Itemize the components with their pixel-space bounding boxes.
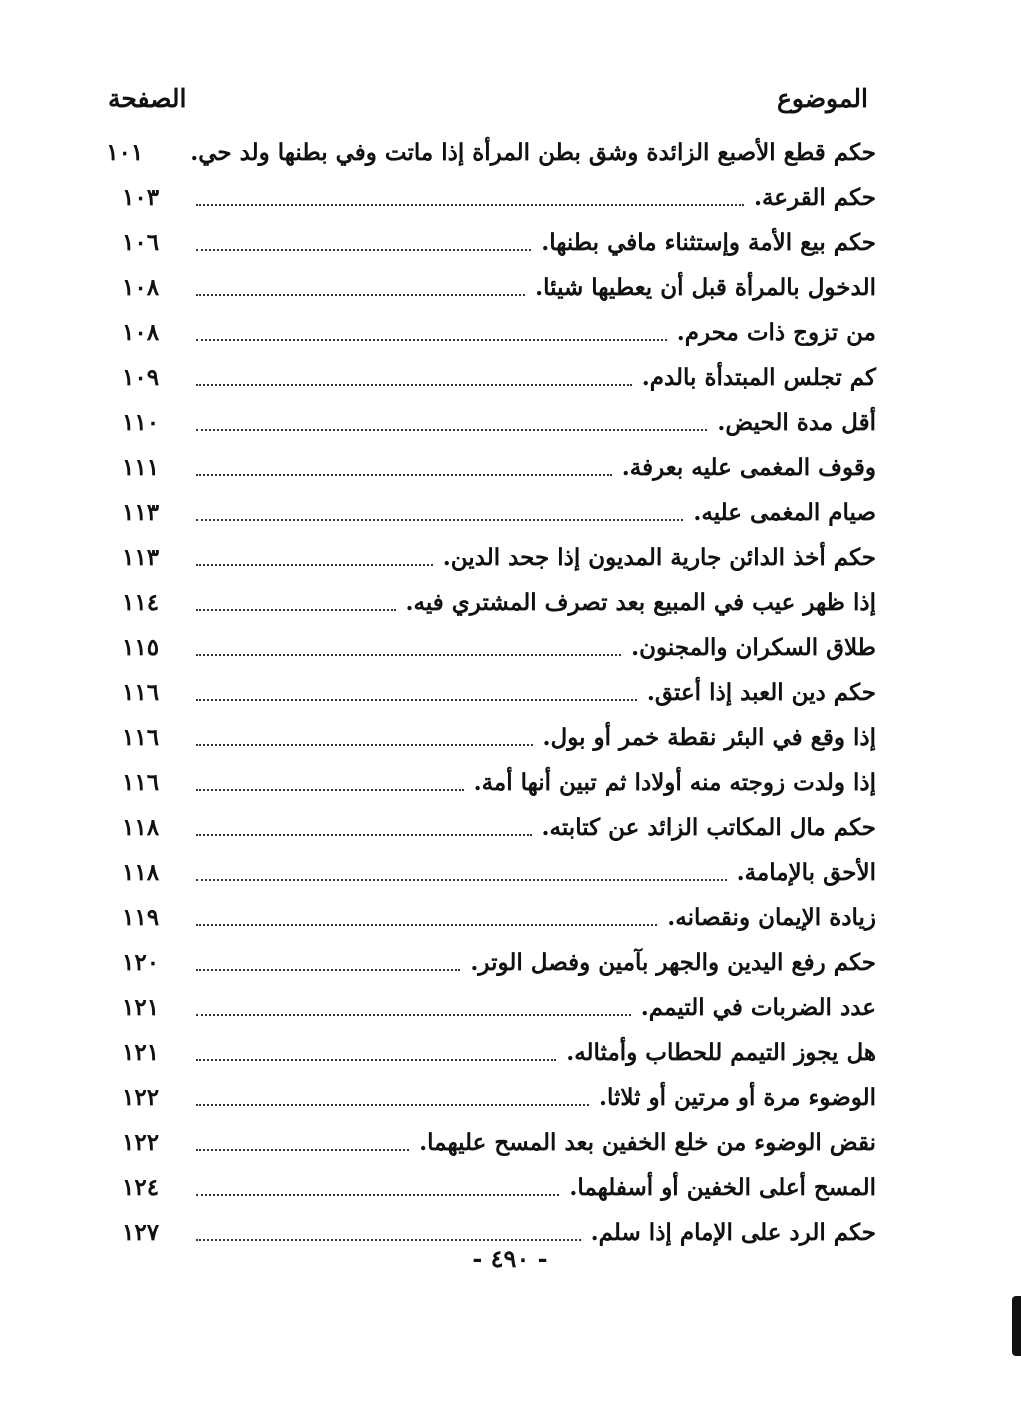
toc-entry-page: ١٢١ <box>122 994 160 1021</box>
toc-entry-page: ١١٨ <box>122 814 160 841</box>
toc-row <box>122 490 876 535</box>
dot-leader <box>196 789 464 791</box>
toc-row <box>122 175 876 220</box>
toc-entry-title: هل يجوز التيمم للحطاب وأمثاله. <box>566 1039 876 1066</box>
toc-entry-page: ١١٦ <box>122 679 160 706</box>
dot-leader <box>196 1104 589 1106</box>
toc-entry-page: ١٠٩ <box>122 364 160 391</box>
dot-leader <box>196 204 744 206</box>
toc-row <box>122 310 876 355</box>
toc-entry-title: حكم القرعة. <box>753 184 876 211</box>
dot-leader <box>196 294 525 296</box>
toc-entry-page: ١٢٢ <box>122 1084 160 1111</box>
toc-entry-title: الوضوء مرة أو مرتين أو ثلاثا. <box>599 1084 876 1111</box>
dot-leader <box>196 1149 409 1151</box>
toc-entry-page: ١١٣ <box>122 544 160 571</box>
toc-row <box>122 625 876 670</box>
toc-entry-page: ١١٨ <box>122 859 160 886</box>
dot-leader <box>196 654 621 656</box>
dot-leader <box>196 384 632 386</box>
toc-entry-page: ١٢٠ <box>122 949 160 976</box>
toc-entry-page: ١٠٣ <box>122 184 160 211</box>
dot-leader <box>196 1059 556 1061</box>
toc-entry-title: حكم أخذ الدائن جارية المديون إذا جحد الدين. <box>442 544 876 571</box>
toc-entry-page: ١١٩ <box>122 904 160 931</box>
page-edge-mark <box>1012 1296 1021 1356</box>
dot-leader <box>196 1194 559 1196</box>
toc-entry-page: ١١٣ <box>122 499 160 526</box>
toc-row <box>122 580 876 625</box>
toc-entry-page: ١٠١ <box>106 139 144 166</box>
dot-leader <box>196 879 727 881</box>
toc-entry-title: الدخول بالمرأة قبل أن يعطيها شيئا. <box>535 274 876 301</box>
toc-entry-page: ١١١ <box>122 454 160 481</box>
toc-row <box>122 670 876 715</box>
toc-entry-page: ١١٦ <box>122 769 160 796</box>
dot-leader <box>196 339 667 341</box>
toc-entry-title: حكم الرد على الإمام إذا سلم. <box>590 1219 876 1246</box>
toc-entry-title: من تزوج ذات محرم. <box>676 319 876 346</box>
toc-entry-title: طلاق السكران والمجنون. <box>631 634 876 661</box>
toc-row <box>122 940 876 985</box>
dot-leader <box>196 564 433 566</box>
toc-entry-title: الأحق بالإمامة. <box>736 859 876 886</box>
toc-entry-page: ١٢٢ <box>122 1129 160 1156</box>
table-of-contents <box>106 130 876 1255</box>
toc-row <box>122 535 876 580</box>
toc-row <box>122 850 876 895</box>
dot-leader <box>196 474 612 476</box>
dot-leader <box>196 249 531 251</box>
dot-leader <box>196 519 683 521</box>
topic-column-label: الموضوع <box>777 83 868 113</box>
toc-row <box>106 130 876 175</box>
dot-leader <box>196 834 532 836</box>
toc-entry-title: نقض الوضوء من خلع الخفين بعد المسح عليهما. <box>419 1129 876 1156</box>
toc-row <box>122 220 876 265</box>
toc-entry-title: حكم دين العبد إذا أعتق. <box>646 679 876 706</box>
toc-row <box>122 400 876 445</box>
toc-row <box>122 1030 876 1075</box>
toc-entry-title: أقل مدة الحيض. <box>717 409 876 436</box>
toc-row <box>122 265 876 310</box>
toc-row <box>122 715 876 760</box>
toc-entry-title: حكم رفع اليدين والجهر بآمين وفصل الوتر. <box>470 949 876 976</box>
toc-entry-page: ١١٤ <box>122 589 160 616</box>
toc-entry-title: زيادة الإيمان ونقصانه. <box>667 904 876 931</box>
toc-row <box>122 895 876 940</box>
toc-row <box>122 1075 876 1120</box>
page-column-label: الصفحة <box>108 83 187 113</box>
toc-entry-title: صيام المغمى عليه. <box>693 499 876 526</box>
toc-entry-page: ١٢١ <box>122 1039 160 1066</box>
toc-entry-title: إذا وقع في البئر نقطة خمر أو بول. <box>542 724 876 751</box>
dot-leader <box>196 429 707 431</box>
toc-entry-page: ١٠٨ <box>122 274 160 301</box>
toc-row <box>122 355 876 400</box>
dot-leader <box>196 924 657 926</box>
toc-entry-page: ١٢٧ <box>122 1219 160 1246</box>
toc-entry-title: المسح أعلى الخفين أو أسفلهما. <box>569 1174 876 1201</box>
toc-entry-title: عدد الضربات في التيمم. <box>640 994 876 1021</box>
page-number: - ٤٩٠ - <box>472 1244 548 1273</box>
toc-row <box>122 445 876 490</box>
toc-entry-page: ١١٥ <box>122 634 160 661</box>
toc-row <box>122 1120 876 1165</box>
toc-entry-title: إذا ظهر عيب في المبيع بعد تصرف المشتري فيه. <box>405 589 876 616</box>
toc-entry-title: حكم مال المكاتب الزائد عن كتابته. <box>541 814 876 841</box>
toc-entry-page: ١٠٨ <box>122 319 160 346</box>
dot-leader <box>196 744 533 746</box>
toc-entry-page: ١١٦ <box>122 724 160 751</box>
toc-entry-title: وقوف المغمى عليه بعرفة. <box>621 454 876 481</box>
toc-header <box>108 78 868 118</box>
toc-row <box>122 760 876 805</box>
toc-entry-page: ١١٠ <box>122 409 160 436</box>
toc-entry-title: إذا ولدت زوجته منه أولادا ثم تبين أنها أمة. <box>473 769 876 796</box>
toc-row <box>122 805 876 850</box>
toc-entry-title: كم تجلس المبتدأة بالدم. <box>641 364 876 391</box>
toc-row <box>122 985 876 1030</box>
toc-row <box>122 1165 876 1210</box>
dot-leader <box>196 1014 631 1016</box>
dot-leader <box>196 969 460 971</box>
toc-entry-page: ١٠٦ <box>122 229 160 256</box>
dot-leader <box>196 699 637 701</box>
toc-entry-title: حكم بيع الأمة وإستثناء مافي بطنها. <box>541 229 876 256</box>
dot-leader <box>196 1239 581 1241</box>
toc-entry-page: ١٢٤ <box>122 1174 160 1201</box>
dot-leader <box>196 609 396 611</box>
toc-entry-title: حكم قطع الأصبع الزائدة وشق بطن المرأة إذا ماتت وفي بطنها ولد حي. <box>190 139 876 166</box>
